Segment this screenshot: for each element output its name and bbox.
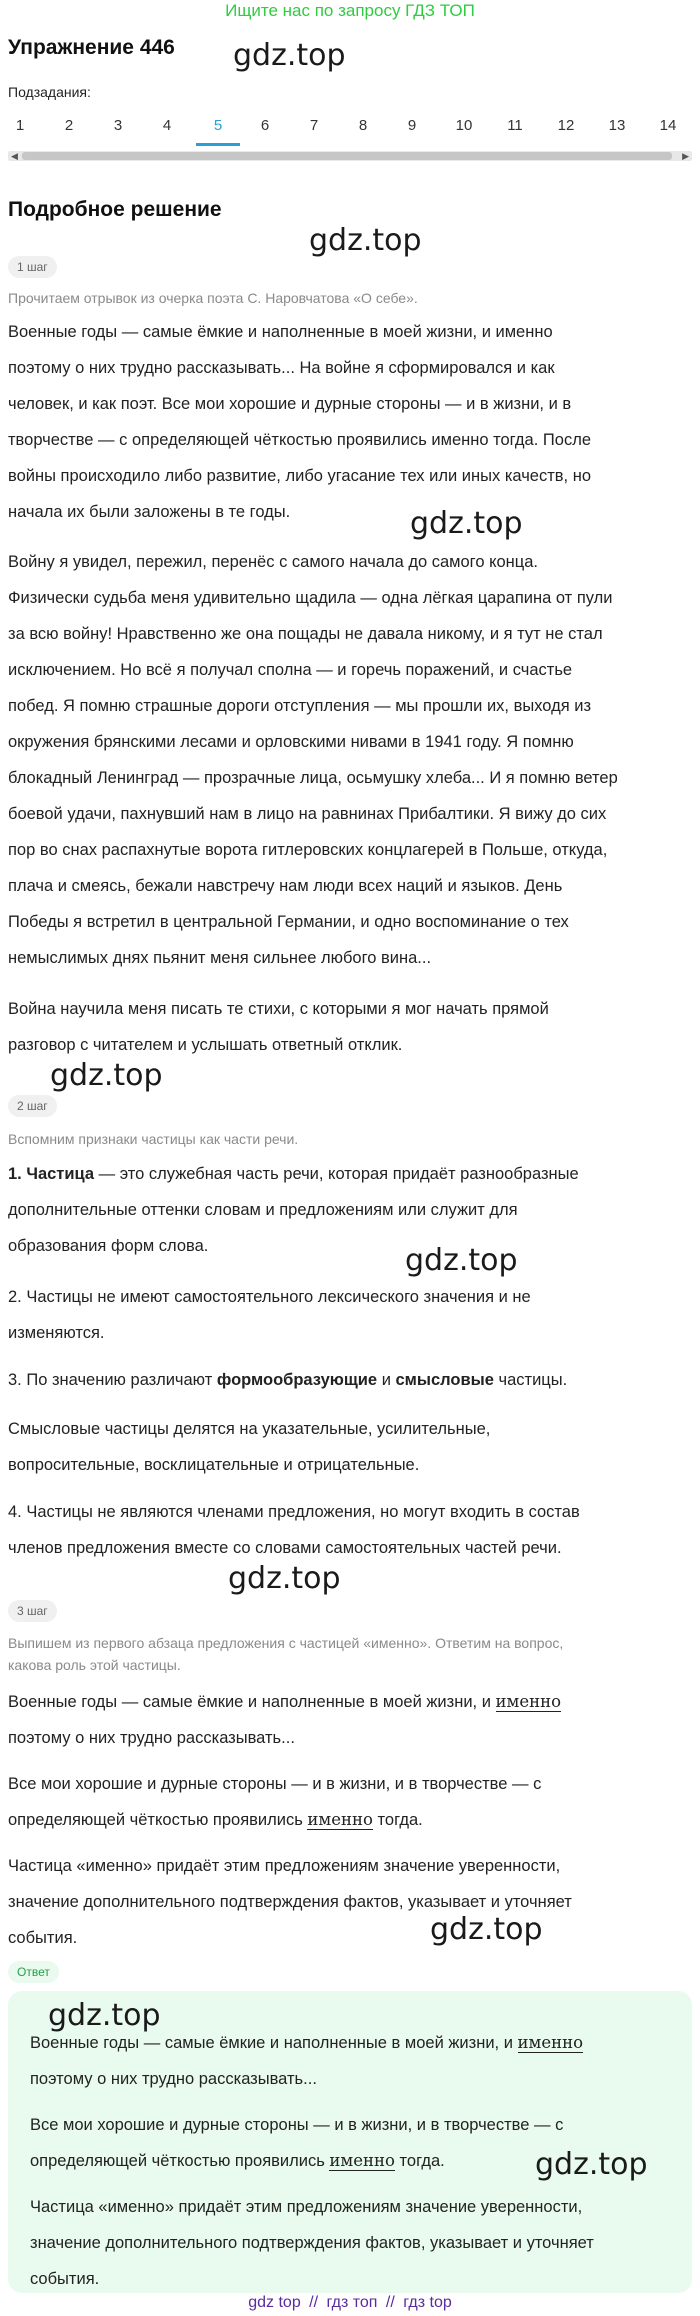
subtask-tab[interactable]: 8 <box>358 117 368 134</box>
text-paragraph: Все мои хорошие и дурные стороны — и в жизни, и в творчестве — с определяющей чёткостью проявились именно тогда. <box>8 1775 542 1829</box>
text-paragraph: Военные годы — самые ёмкие и наполненные в моей жизни, и именно поэтому о них трудно рассказывать... <box>8 1692 562 1747</box>
step-badge: 3 шаг <box>8 1600 57 1622</box>
subtask-tab[interactable]: 10 <box>455 117 473 134</box>
watermark: gdz.top <box>535 2147 648 2182</box>
answer-paragraph: Частица «именно» придаёт этим предложениям значение уверенности, значение дополнительного подтверждения фактов, указывает и уточняет события. <box>30 2198 594 2288</box>
subtask-tab[interactable]: 14 <box>659 117 677 134</box>
watermark: gdz.top <box>50 1058 163 1093</box>
text-paragraph: Смысловые частицы делятся на указательные, усилительные, вопросительные, восклицательные и отрицательные. <box>8 1420 491 1474</box>
text-paragraph: Война научила меня писать те стихи, с которыми я мог начать прямой разговор с читателем и услышать ответный отклик. <box>8 1000 549 1054</box>
text-paragraph: 4. Частицы не являются членами предложения, но могут входить в состав членов предложения вместе со словами самостоятельных частей речи. <box>8 1503 580 1557</box>
footer-link[interactable]: гдз топ <box>326 2294 378 2311</box>
horizontal-scrollbar[interactable] <box>8 151 692 161</box>
step-note: Прочитаем отрывок из очерка поэта С. Наровчатова «О себе». <box>8 290 418 306</box>
subtask-tab[interactable]: 12 <box>557 117 575 134</box>
text-paragraph: Войну я увидел, пережил, перенёс с самого начала до самого конца. Физически судьба меня удивительно щадила — одна лёгкая царапина от пули за всю войну! Нравственно же она пощады не давала никому, и я тут не стал исключением. Но всё я получал сполна — и горечь поражений, и счастье побед. Я помню страшные дороги отступления — мы прошли их, выходя из окружения брянскими лесами и орловскими нивами в 1941 году. Я помню блокадный Ленинград — прозрачные лица, осьмушку хлеба... И я помню ветер боевой удачи, пахнувший нам в лицо на равнинах Прибалтики. Я вижу до сих пор во снах распахнутые ворота гитлеровских концлагерей в Польше, откуда, плача и смеясь, бежали навстречу нам люди всех наций и языков. День Победы я встретил в центральной Германии, и одно воспоминание о тех немыслимых днях пьянит меня сильнее любого вина... <box>8 553 618 967</box>
subtask-tab[interactable]: 13 <box>608 117 626 134</box>
watermark: gdz.top <box>48 1998 161 2033</box>
text-paragraph: Частица «именно» придаёт этим предложениям значение уверенности, значение дополнительного подтверждения фактов, указывает и уточняет события. <box>8 1857 572 1947</box>
exercise-title: Упражнение 446 <box>8 36 175 59</box>
answer-paragraph: Военные годы — самые ёмкие и наполненные в моей жизни, и именно поэтому о них трудно рассказывать... <box>30 2033 584 2088</box>
scrollbar-thumb[interactable] <box>22 152 672 160</box>
watermark: gdz.top <box>309 223 422 258</box>
subtasks-label: Подзадания: <box>8 84 91 100</box>
solution-title: Подробное решение <box>8 198 222 221</box>
step-note: Вспомним признаки частицы как части речи. <box>8 1131 299 1147</box>
watermark: gdz.top <box>233 38 346 73</box>
subtask-tabs <box>8 112 692 146</box>
watermark: gdz.top <box>430 1912 543 1947</box>
subtask-tab[interactable]: 3 <box>113 117 123 134</box>
highlighted-word: именно <box>307 1810 373 1829</box>
answer-badge: Ответ <box>8 1961 59 1983</box>
subtask-tab[interactable]: 11 <box>507 117 523 134</box>
step-badge: 1 шаг <box>8 256 57 278</box>
text-paragraph: 2. Частицы не имеют самостоятельного лексического значения и не изменяются. <box>8 1288 531 1342</box>
scroll-left-icon[interactable]: ◀ <box>11 151 18 161</box>
subtask-tab-active[interactable]: 5 <box>196 112 240 146</box>
footer-link[interactable]: gdz top <box>248 2294 301 2311</box>
subtask-tab[interactable]: 7 <box>309 117 319 134</box>
highlighted-word: именно <box>329 2151 395 2170</box>
footer-separator: // <box>309 2294 319 2311</box>
footer-links <box>0 2294 700 2312</box>
subtask-tab[interactable]: 9 <box>407 117 417 134</box>
scroll-right-icon[interactable]: ▶ <box>682 151 689 161</box>
watermark: gdz.top <box>228 1561 341 1596</box>
highlighted-word: именно <box>495 1692 562 1711</box>
watermark: gdz.top <box>405 1243 518 1278</box>
step-note: Выпишем из первого абзаца предложения с частицей «именно». Ответим на вопрос, какова роль этой частицы. <box>8 1635 564 1673</box>
subtask-tab[interactable]: 6 <box>260 117 270 134</box>
subtask-tab[interactable]: 2 <box>64 117 74 134</box>
step-badge: 2 шаг <box>8 1095 57 1117</box>
answer-paragraph: Все мои хорошие и дурные стороны — и в жизни, и в творчестве — с определяющей чёткостью проявились именно тогда. <box>30 2116 564 2170</box>
subtask-tab[interactable]: 1 <box>15 117 25 134</box>
search-banner: Ищите нас по запросу ГДЗ ТОП <box>225 1 475 20</box>
subtask-tab[interactable]: 4 <box>162 117 172 134</box>
text-paragraph: 3. По значению различают формообразующие и смысловые частицы. <box>8 1371 568 1389</box>
footer-separator: // <box>385 2294 395 2311</box>
text-paragraph: Военные годы — самые ёмкие и наполненные в моей жизни, и именно поэтому о них трудно рассказывать... На войне я сформировался и как человек, и как поэт. Все мои хорошие и дурные стороны — и в жизни, и в творчестве — с определяющей чёткостью проявились именно тогда. После войны происходило либо развитие, либо угасание тех или иных качеств, но начала их были заложены в те годы. <box>8 323 592 521</box>
highlighted-word: именно <box>517 2033 584 2052</box>
footer-link[interactable]: гдз top <box>403 2294 452 2311</box>
watermark: gdz.top <box>410 506 523 541</box>
text-paragraph: 1. Частица — это служебная часть речи, которая придаёт разнообразные дополнительные оттенки словам и предложениям или служит для образования форм слова. <box>8 1165 579 1255</box>
